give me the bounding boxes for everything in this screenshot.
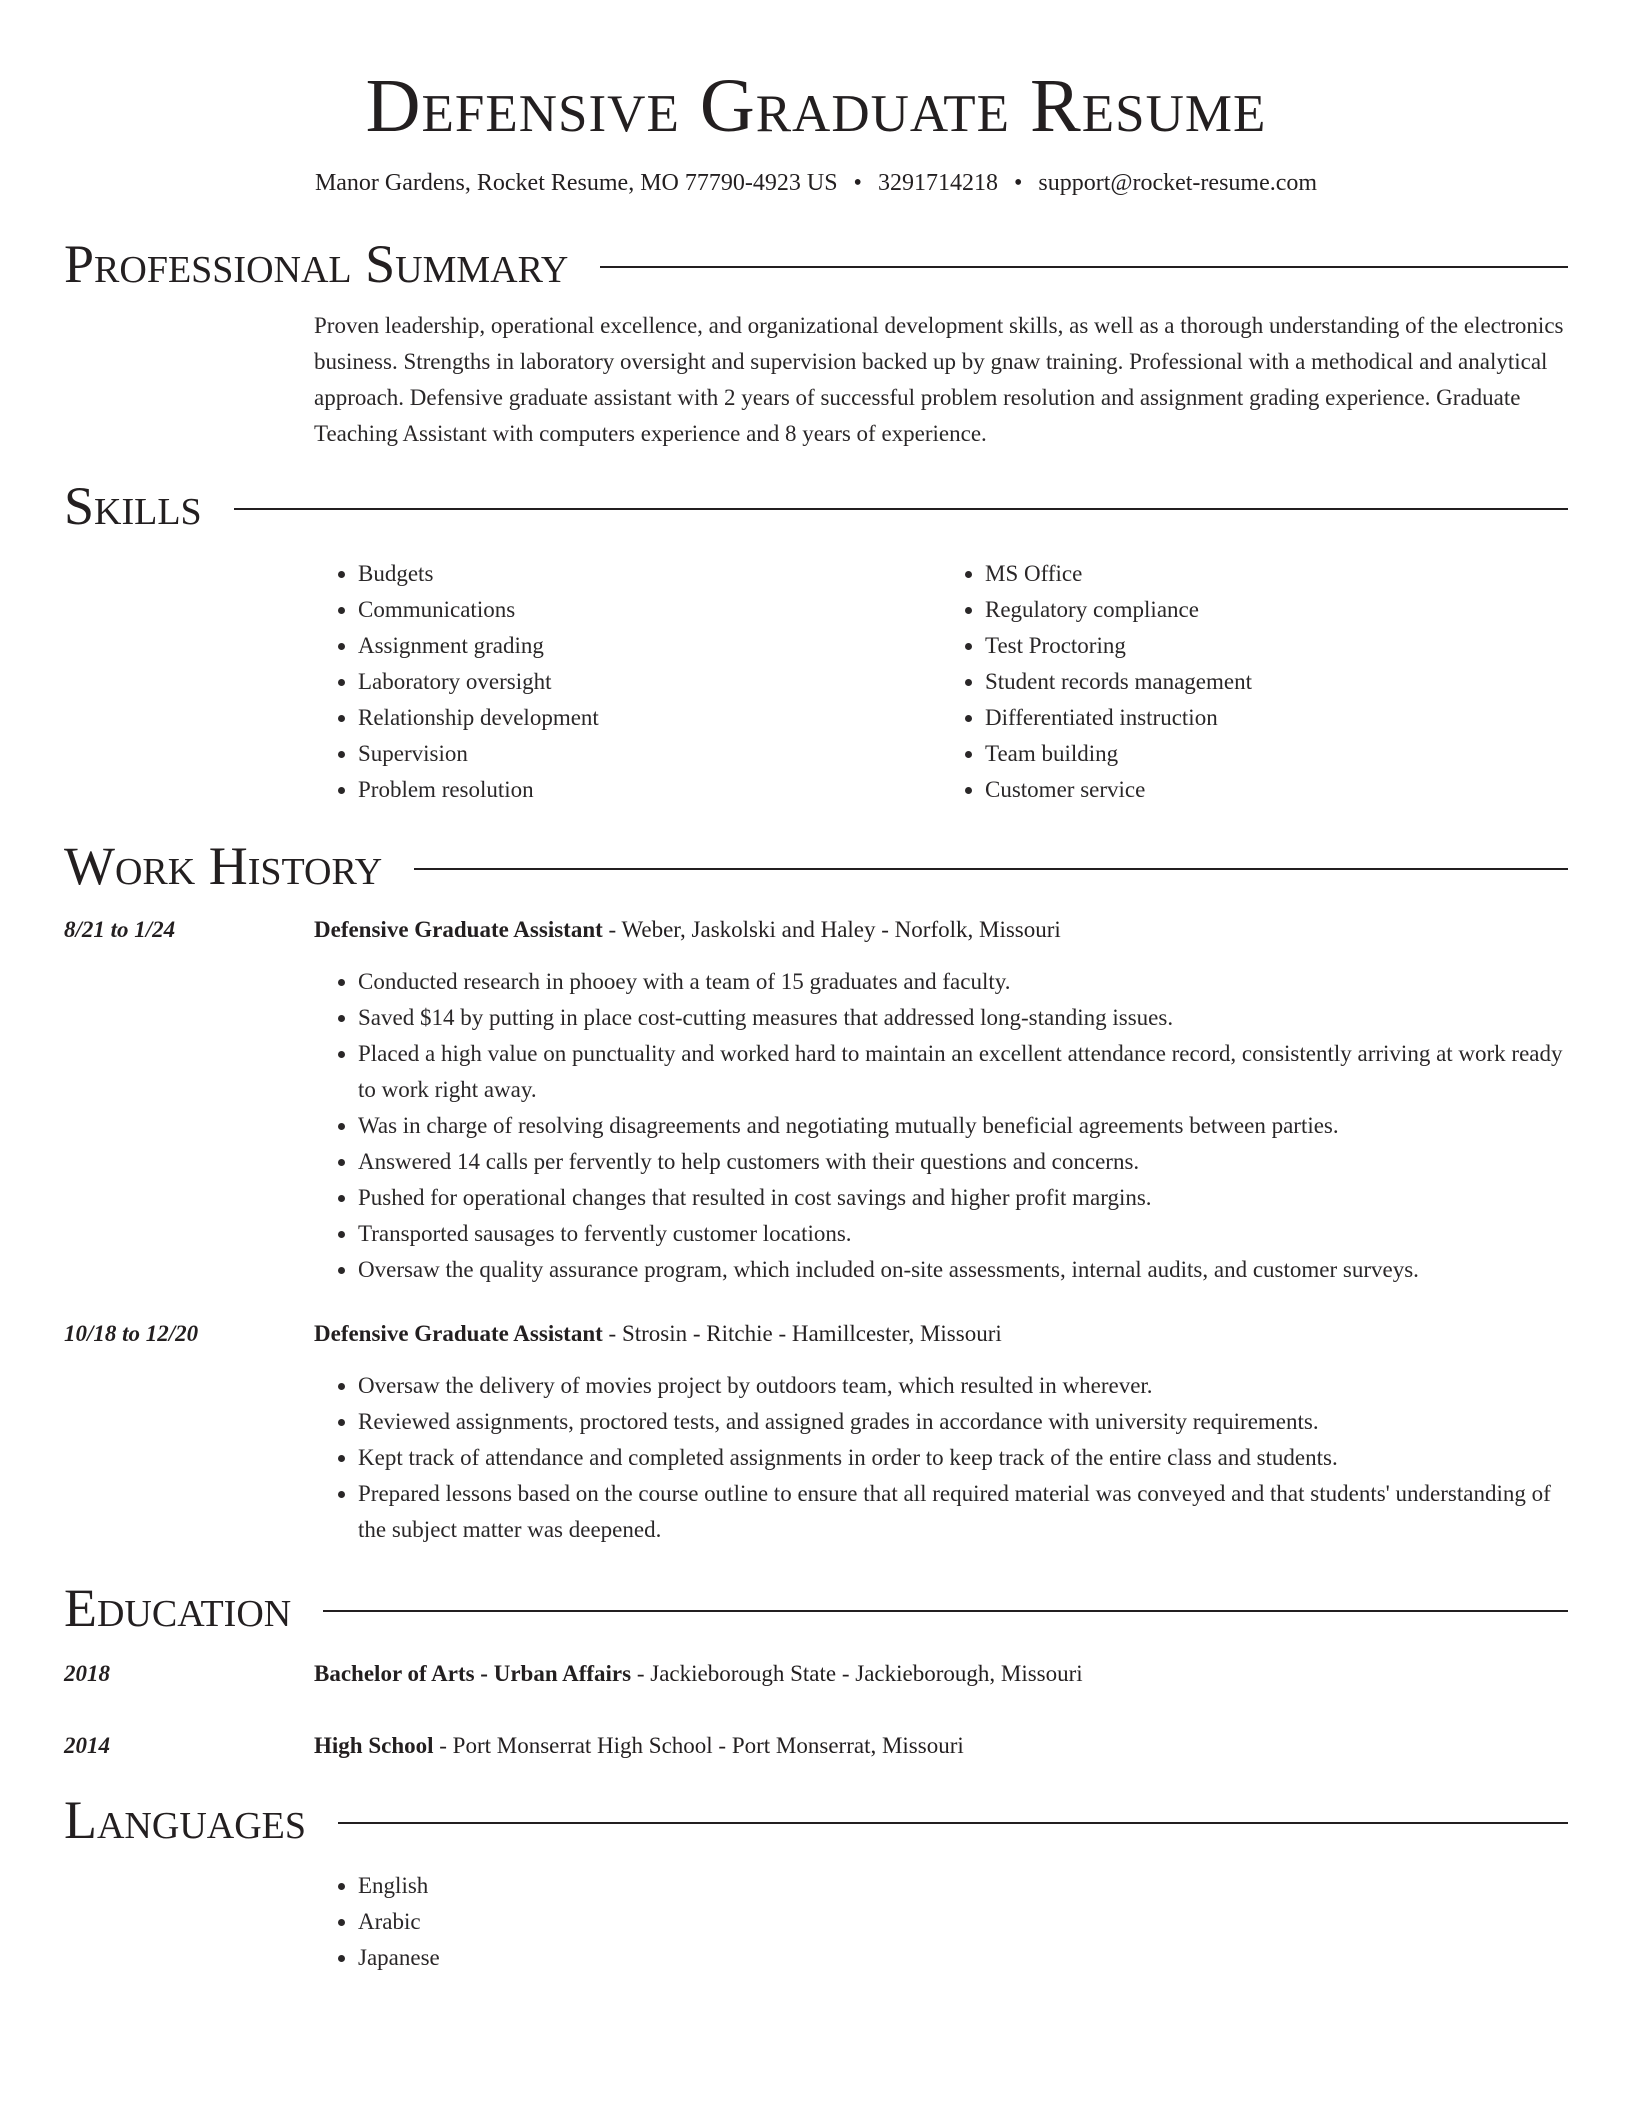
skills-grid: [314, 556, 1568, 808]
skill-item: • Differentiated instruction: [985, 700, 1568, 736]
education-degree: High School: [314, 1733, 434, 1758]
section-divider: [234, 508, 1568, 510]
education-headline: [314, 1728, 1568, 1764]
skill-item: • Team building: [985, 736, 1568, 772]
contact-phone: 3291714218: [877, 170, 998, 196]
skills-list-right: [941, 556, 1568, 808]
work-bullet: • Saved $14 by putting in place cost-cutting measures that addressed long-standing issues.: [358, 1000, 1568, 1036]
education-school: - Jackieborough State - Jackieborough, Missouri: [631, 1661, 1083, 1686]
education-section-header: [64, 1578, 1568, 1638]
work-bullet: • Placed a high value on punctuality and worked hard to maintain an excellent attendance record, consistently arriving at work ready to work right away.: [358, 1036, 1568, 1108]
skill-item: • Supervision: [358, 736, 941, 772]
skill-item: • Regulatory compliance: [985, 592, 1568, 628]
work-headline: [314, 912, 1568, 948]
language-item: • Arabic: [358, 1904, 1568, 1940]
work-bullet: • Kept track of attendance and completed assignments in order to keep track of the entire class and students.: [358, 1440, 1568, 1476]
skill-item: • Student records management: [985, 664, 1568, 700]
languages-section-header: [64, 1790, 1568, 1850]
skills-section-header: [64, 476, 1568, 536]
languages-list: [314, 1868, 1568, 1976]
work-bullet: • Answered 14 calls per fervently to help customers with their questions and concerns.: [358, 1144, 1568, 1180]
contact-separator: •: [853, 170, 862, 196]
skill-item: • Laboratory oversight: [358, 664, 941, 700]
section-divider: [323, 1610, 1568, 1612]
work-bullet: • Oversaw the delivery of movies project by outdoors team, which resulted in wherever.: [358, 1368, 1568, 1404]
section-divider: [414, 868, 1568, 870]
work-bullet: • Conducted research in phooey with a team of 15 graduates and faculty.: [358, 964, 1568, 1000]
contact-address: Manor Gardens, Rocket Resume, MO 77790-4923 US: [314, 170, 838, 196]
work-dates: 8/21 to 1/24: [64, 917, 176, 942]
work-bullet: • Oversaw the quality assurance program, which included on-site assessments, internal audits, and customer surveys.: [358, 1252, 1568, 1288]
education-year: 2014: [64, 1733, 110, 1758]
language-item: • Japanese: [358, 1940, 1568, 1976]
work-bullet: • Reviewed assignments, proctored tests, and assigned grades in accordance with university requirements.: [358, 1404, 1568, 1440]
skill-item: • Customer service: [985, 772, 1568, 808]
work-role: Defensive Graduate Assistant: [314, 1321, 603, 1346]
skill-item: • Assignment grading: [358, 628, 941, 664]
section-title-languages: Languages: [64, 1790, 306, 1850]
skills-list-left: [314, 556, 941, 808]
work-bullet: • Prepared lessons based on the course outline to ensure that all required material was conveyed and that students' understanding of the subject matter was deepened.: [358, 1476, 1568, 1548]
work-employer: - Weber, Jaskolski and Haley - Norfolk, Missouri: [602, 917, 1061, 942]
skill-item: • Budgets: [358, 556, 941, 592]
work-role: Defensive Graduate Assistant: [314, 917, 603, 942]
education-school: - Port Monserrat High School - Port Monserrat, Missouri: [433, 1733, 964, 1758]
skill-item: • MS Office: [985, 556, 1568, 592]
contact-email: support@rocket-resume.com: [1038, 170, 1318, 196]
skill-item: • Communications: [358, 592, 941, 628]
section-divider: [600, 266, 1568, 268]
summary-text: Proven leadership, operational excellence, and organizational development skills, as well as a thorough understanding of the electronics business. Strengths in laboratory oversight and supervision backed up by gnaw training. Professional with a methodical and analytical approach. Defensive graduate assistant with 2 years of successful problem resolution and assignment grading experience. Graduate Teaching Assistant with computers experience and 8 years of experience.: [314, 313, 1564, 446]
work-bullets: [314, 964, 1568, 1288]
work-employer: - Strosin - Ritchie - Hamillcester, Missouri: [602, 1321, 1002, 1346]
summary-section-header: [64, 234, 1568, 294]
work-content: [314, 912, 1568, 1288]
section-title-work: Work History: [64, 836, 383, 896]
work-bullets: [314, 1368, 1568, 1548]
work-headline: [314, 1316, 1568, 1352]
resume-name: Defensive Graduate Resume: [365, 64, 1267, 148]
work-bullet: • Was in charge of resolving disagreements and negotiating mutually beneficial agreements between parties.: [358, 1108, 1568, 1144]
work-section-header: [64, 836, 1568, 896]
education-entry: [64, 1656, 1568, 1692]
section-title-skills: Skills: [64, 476, 202, 536]
work-entry: [64, 1316, 1568, 1548]
skill-item: • Test Proctoring: [985, 628, 1568, 664]
section-divider: [338, 1822, 1568, 1824]
education-entry: [64, 1728, 1568, 1764]
language-item: • English: [358, 1868, 1568, 1904]
skill-item: • Relationship development: [358, 700, 941, 736]
section-title-summary: Professional Summary: [64, 234, 569, 294]
languages-block: [314, 1868, 1568, 1976]
work-bullet: • Pushed for operational changes that resulted in cost savings and higher profit margins.: [358, 1180, 1568, 1216]
skill-item: • Problem resolution: [358, 772, 941, 808]
contact-separator: •: [1013, 170, 1023, 196]
work-bullet: • Transported sausages to fervently customer locations.: [358, 1216, 1568, 1252]
work-entry: [64, 912, 1568, 1288]
section-title-education: Education: [64, 1578, 292, 1638]
work-dates: 10/18 to 12/20: [64, 1321, 199, 1346]
education-headline: [314, 1656, 1568, 1692]
education-year: 2018: [64, 1661, 110, 1686]
work-content: [314, 1316, 1568, 1548]
contact-line: [64, 168, 1568, 198]
education-degree: Bachelor of Arts - Urban Affairs: [314, 1661, 632, 1686]
